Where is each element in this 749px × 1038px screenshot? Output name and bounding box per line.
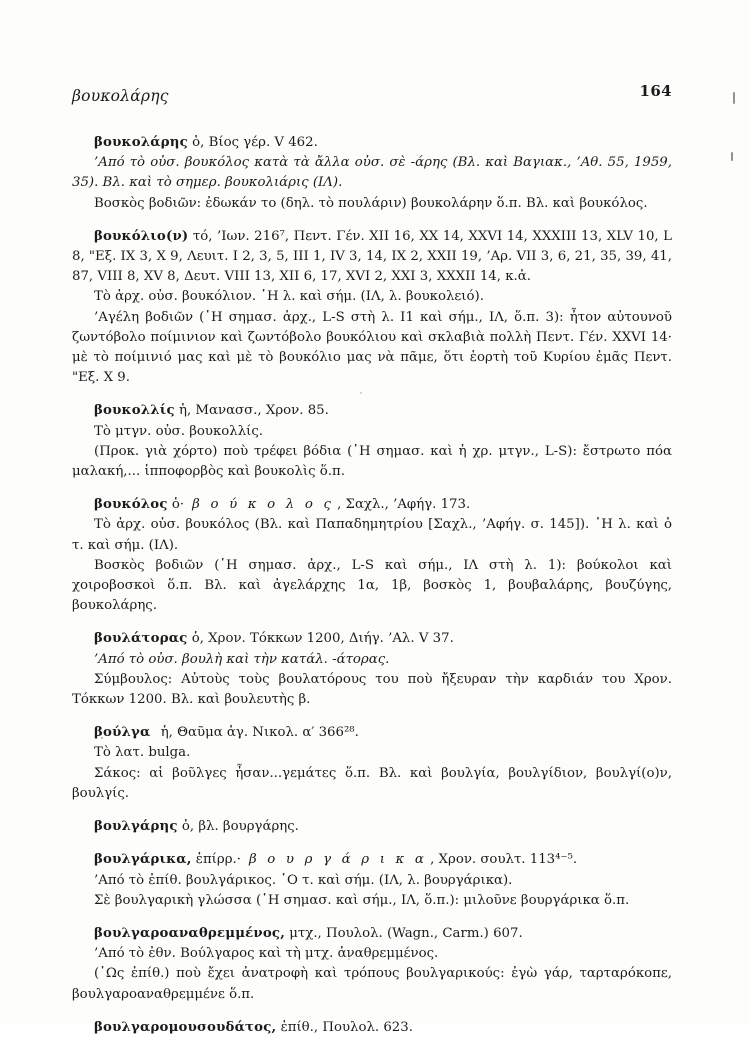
dictionary-entry xyxy=(72,495,672,616)
entry-paragraph: (῾Ως ἐπίθ.) ποὺ ἔχει ἀνατροφὴ καὶ τρόπους βουλγαρικούς: ἐγὼ γάρ, ταρταρόκοπε, βουλγαροαναθρεμμένε ὅ.π. xyxy=(72,966,672,1002)
entry-paragraph: ’Από τὸ ἐθν. Βούλγαρος καὶ τὴ μτχ. ἀναθρεμμένος. xyxy=(94,946,439,962)
entry-paragraph: (Προκ. γιὰ χόρτο) ποὺ τρέφει βόδια (῾Η σημασ. καὶ ἡ χρ. μτγν., L-S): ἔστρωτο πόα μαλακή,... ἱπποφορβὸς καὶ βουκολὶς ὅ.π. xyxy=(72,443,672,480)
entry-head-rest: ὁ· xyxy=(167,497,185,513)
entry-head-rest: ἡ, Θαῦμα ἁγ. Νικολ. α′ 366²⁸. xyxy=(156,725,359,741)
entry-paragraph: ’Από τὸ οὐσ. βουκόλος κατὰ τὰ ἄλλα οὐσ. σὲ -άρης (Βλ. καὶ Βαγιακ., ’Αθ. 55, 1959, 35). Βλ. καὶ τὸ σημερ. βουκολιάρις (ΙΛ). xyxy=(72,155,672,191)
entry-paragraph: Βοσκὸς βοδιῶν (῾Η σημασ. ἀρχ., L-S καὶ σήμ., ΙΛ στὴ λ. 1): βούκολοι καὶ χοιροβοσκοὶ ὅ.π. Βλ. καὶ ἀγελάρχης 1α, 1β, βοσκὸς 1, βουβαλάρης, βουζύγης, βουκολάρης. xyxy=(72,557,672,614)
entry-head-tail: , Σαχλ., ’Αφήγ. 173. xyxy=(337,497,471,513)
entry-paragraph: Σύμβουλος: Αὐτοὺς τοὺς βουλατόρους του ποὺ ἤξευραν τὴν καρδιάν του Χρον. Τόκκων 1200. Βλ. καὶ βουλευτὴς β. xyxy=(72,671,672,708)
entry-headword-line xyxy=(72,850,672,870)
dictionary-entry xyxy=(72,924,672,1005)
entry-headword: βουκόλος xyxy=(94,497,168,513)
running-head-word: βουκολάρης xyxy=(72,87,169,105)
entry-paragraph: Σάκος: αἱ βοῦλγες ἦσαν...γεμάτες ὅ.π. Βλ. καὶ βουλγία, βουλγίδιον, βουλγί(ο)ν, βουλγίς. xyxy=(72,765,672,801)
entry-head-rest: ἐπίρρ.· xyxy=(191,852,241,868)
running-head xyxy=(72,82,672,120)
page-content xyxy=(72,82,672,1038)
entry-head-rest: ἐπίθ., Πουλολ. 623. xyxy=(276,1019,413,1035)
entry-paragraph: Τὸ λατ. bulga. xyxy=(94,745,191,761)
entry-paragraph: Τὸ ἀρχ. οὐσ. βουκόλος (Βλ. καὶ Παπαδημητρίου [Σαχλ., ’Αφήγ. σ. 145]). ῾Η λ. καὶ ὁ τ. καὶ σήμ. (ΙΛ). xyxy=(72,517,672,553)
entry-head-rest: τό, ’Ιων. 216⁷, Πεντ. Γέν. XII 16, XX 14, XXVI 14, XXXIII 13, XLV 10, L 8, "Εξ. IX 3, X 9, Λευιτ. I 2, 3, 5, III 1, IV 3, 14, IX 2, XXII 19, ’Αρ. VII 3, 6, 21, 35, 39, 41, 87, VIII 8, XV 8, Δευτ. VIII 13, XII 6, 17, XVI 2, XXI 3, XXXII 14, κ.ἀ. xyxy=(72,228,672,285)
entry-headword: βουκόλιο(ν) xyxy=(94,228,189,244)
entry-head-rest: ὁ, βλ. βουργάρης. xyxy=(177,819,299,835)
entry-paragraph: Τὸ μτγν. οὐσ. βουκολλίς. xyxy=(94,423,264,439)
entry-headword: βουλγαρομουσουδάτος, xyxy=(94,1019,277,1035)
entry-headword-line xyxy=(72,924,672,944)
entry-headword: βουλάτορας xyxy=(94,631,188,647)
scan-artifact-right xyxy=(731,152,733,161)
page-number: 164 xyxy=(639,82,672,100)
entry-variant-form: β ο υ ρ γ ά ρ ι κ α xyxy=(248,852,428,868)
entry-headword-line xyxy=(72,817,672,837)
dictionary-entry xyxy=(72,227,672,389)
entry-headword: βουλγάρης xyxy=(94,819,178,835)
entry-headword-line xyxy=(72,723,672,743)
dictionary-entry xyxy=(72,629,672,710)
dictionary-entry xyxy=(72,133,672,214)
entry-headword: βουλγάρικα, xyxy=(94,852,192,868)
entry-paragraph: ’Αγέλη βοδιῶν (῾Η σημασ. ἀρχ., L-S στὴ λ. I1 καὶ σήμ., ΙΛ, ὅ.π. 3): ἦτον αὐτουνοῦ ζωντόβολο ποίμινιον καὶ ζωντόβολο βουκόλιου καὶ σκλαβιὰ πολλὴ Πεντ. Γέν. XXVI 14· μὲ τὸ ποίμινιό μας καὶ μὲ τὸ βουκόλιο μας νὰ πᾶμε, ὅτι ἑορτὴ τοῦ Κυρίου ἐμᾶς Πεντ. "Εξ. X 9. xyxy=(72,309,672,386)
entry-variant-form: β ο ύ κ ο λ ο ς xyxy=(192,497,335,513)
entry-paragraph: Βοσκὸς βοδιῶν: ἐδωκάν το (δηλ. τὸ πουλάριν) βουκολάρην ὅ.π. Βλ. καὶ βουκόλος. xyxy=(94,195,648,211)
dictionary-entry xyxy=(72,723,672,804)
entry-headword-line xyxy=(72,1018,672,1038)
entry-headword: βουκολάρης xyxy=(94,135,188,150)
entry-paragraph: Τὸ ἀρχ. οὐσ. βουκόλιον. ῾Η λ. καὶ σήμ. (ΙΛ, λ. βουκολειό). xyxy=(94,289,484,305)
dictionary-entry xyxy=(72,817,672,837)
scan-artifact-top-right xyxy=(733,92,735,104)
entry-headword: βουκολλίς xyxy=(94,403,175,419)
entry-headword: βουλγαροαναθρεμμένος, xyxy=(94,925,286,941)
entry-headword-line xyxy=(72,401,672,421)
entry-head-rest: ἡ, Μανασσ., Χρον. 85. xyxy=(174,403,329,419)
dictionary-entry xyxy=(72,401,672,482)
entry-headword-line xyxy=(72,133,672,153)
entry-headword: βούλγα xyxy=(94,725,151,741)
entry-paragraph: ’Από τὸ οὐσ. βουλὴ καὶ τὴν κατάλ. -άτορας. xyxy=(94,651,390,667)
entry-paragraph: Σὲ βουλγαρικὴ γλώσσα (῾Η σημασ. καὶ σήμ., ΙΛ, ὅ.π.): μιλοῦνε βουργάρικα ὅ.π. xyxy=(94,892,630,908)
entry-head-rest: ὁ, Βίος γέρ. V 462. xyxy=(187,135,318,150)
entry-head-tail: , Χρον. σουλτ. 113⁴⁻⁵. xyxy=(430,852,578,868)
dictionary-entry xyxy=(72,1018,672,1038)
entry-head-rest: ὁ, Χρον. Τόκκων 1200, Διήγ. ’Αλ. V 37. xyxy=(187,631,454,647)
entry-paragraph: ’Από τὸ ἐπίθ. βουλγάρικος. ῾Ο τ. καὶ σήμ. (ΙΛ, λ. βουργάρικα). xyxy=(94,872,513,888)
dictionary-entry xyxy=(72,850,672,911)
entry-headword-line xyxy=(72,495,672,515)
entry-headword-line xyxy=(72,629,672,649)
entry-headword-line xyxy=(72,227,672,288)
entry-head-rest: μτχ., Πουλολ. (Wagn., Carm.) 607. xyxy=(285,925,523,941)
